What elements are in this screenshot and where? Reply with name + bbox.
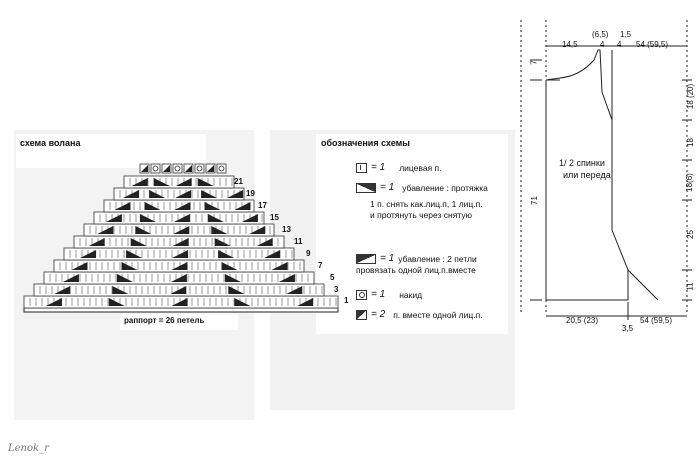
schematic-label: или переда	[563, 170, 611, 180]
schematic-label: 1/ 2 спинки	[559, 158, 605, 168]
row-number: 15	[270, 213, 279, 222]
watermark: Lenok_r	[8, 443, 49, 454]
legend-count: = 1	[380, 253, 395, 264]
dim-bottom-right: 54 (59,5)	[640, 316, 673, 325]
legend-text: убавление : протяжка	[402, 182, 488, 193]
legend-text: провязать одной лиц.п.вместе	[356, 265, 476, 275]
row-number: 13	[282, 225, 291, 234]
repeat-label: раппорт = 26 петель	[124, 316, 205, 325]
legend-text: накид	[399, 289, 423, 300]
row-number: 7	[318, 261, 323, 270]
row-number: 21	[234, 177, 243, 186]
dim-left-length: 71	[529, 196, 539, 205]
row-number: 19	[246, 189, 255, 198]
dim-bottom-slant: 3,5	[622, 324, 634, 333]
dim-right-middle: 18(6)	[684, 173, 694, 192]
dim-right-upper: 18	[685, 138, 695, 147]
dim-top-neck: (6,5)	[592, 30, 609, 39]
row-number: 3	[334, 285, 339, 294]
dim-top-neck-width: 4	[600, 40, 605, 49]
legend-count: = 1	[371, 162, 386, 173]
legend-count: = 1	[371, 289, 386, 300]
dim-right-hem: 11	[685, 282, 695, 291]
dim-right-armhole: 18 (20)	[686, 83, 696, 110]
row-number: 17	[258, 201, 267, 210]
legend-count: = 1	[380, 182, 395, 193]
legend-text: убавление : 2 петли	[398, 253, 477, 264]
row-number: 1	[344, 296, 349, 305]
dim-top-neck-right: 4	[617, 40, 622, 49]
garment-outline	[628, 270, 658, 300]
dim-top-neck-side: 1,5	[620, 30, 632, 39]
legend-count: = 2	[371, 309, 386, 320]
legend-text: и протянуть через снятую	[370, 210, 472, 220]
row-number: 9	[306, 249, 311, 258]
dim-right-waist: 25	[685, 230, 695, 239]
dim-bottom-left: 20,5 (23)	[566, 316, 599, 325]
legend-text: 1 п. снять как.лиц.п, 1 лиц.п.	[370, 199, 483, 209]
dim-top-shoulder: 14,5	[562, 40, 578, 49]
legend-text: лицевая п.	[399, 162, 442, 173]
legend-text: п. вместе одной лиц.п.	[393, 309, 483, 320]
legend-title: обозначения схемы	[321, 138, 410, 148]
row-number: 5	[330, 273, 335, 282]
chart-title: схема волана	[20, 138, 81, 148]
dim-left-shoulder-drop: 7	[529, 60, 539, 65]
row-number: 11	[294, 237, 303, 246]
dim-top-width: 54 (59,5)	[636, 40, 669, 49]
